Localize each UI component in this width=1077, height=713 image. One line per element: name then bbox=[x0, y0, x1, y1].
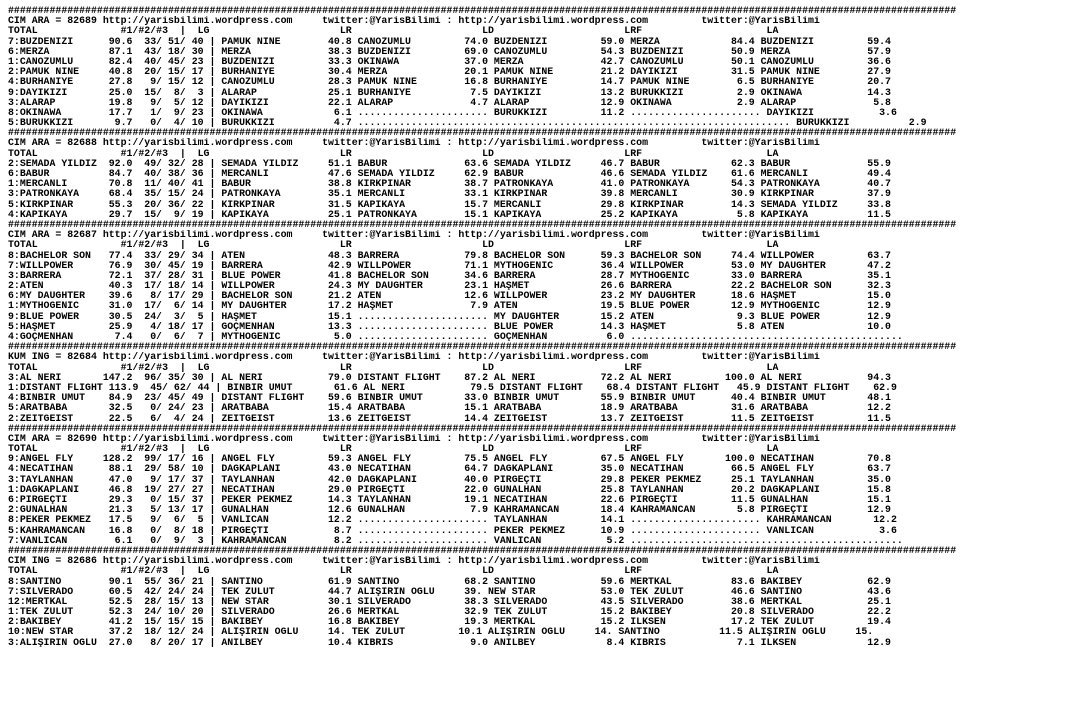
result-row: 5:KAHRAMANCAN 16.8 0/ 8/ 18 | PİRGEÇTİ 8.7 ...................... PEKER PEKMEZ 10.9 ...................... VANLICAN 3.6 bbox=[8, 525, 897, 536]
result-row: 9:DAYIKIZI 25.0 15/ 8/ 3 | ALARAP 25.1 BURHANİYE 7.5 DAYIKIZI 13.2 BURUKKIZI 2.9 OKİNAWA 14.3 bbox=[8, 87, 891, 98]
result-row: 3:TAYLANHAN 47.0 9/ 17/ 37 | TAYLANHAN 42.0 DAĞKAPLANI 40.0 PİRGEÇTİ 29.8 PEKER PEKMEZ 25.1 TAYLANHAN 35.0 bbox=[8, 474, 891, 485]
result-row: 2:ATEN 40.3 17/ 18/ 14 | WILLPOWER 24.3 MY DAUGHTER 23.1 HAŞMET 26.6 BARRERA 22.2 BACHELOR SON 32.3 bbox=[8, 281, 891, 292]
result-row: 4:BİNBİR UMUT 84.9 23/ 45/ 49 | DISTANT FLIGHT 59.6 BİNBİR UMUT 33.0 BİNBİR UMUT 55.9 BİNBİR UMUT 40.4 BİNBİR UMUT 48.1 bbox=[8, 393, 891, 404]
result-row: 5:ARATBABA 32.5 0/ 24/ 23 | ARATBABA 15.4 ARATBABA 15.1 ARATBABA 18.9 ARATBABA 31.6 ARATBABA 12.2 bbox=[8, 403, 891, 414]
race-header-line: CIM ARA = 82690 http://yarisbilimi.wordpress.com twitter:@YarisBilimi : http://yarisbilimi.wordpress.com twitter:@YarisBilimi bbox=[8, 433, 820, 444]
separator-line: ################################################################################################################################################################ bbox=[8, 128, 957, 139]
race-header-line: CIM ING = 82686 http://yarisbilimi.wordpress.com twitter:@YarisBilimi : http://yarisbilimi.wordpress.com twitter:@YarisBilimi bbox=[8, 556, 820, 567]
result-row: 3:AL NERİ 147.2 96/ 35/ 30 | AL NERİ 79.0 DISTANT FLIGHT 87.2 AL NERİ 72.2 AL NERİ 100.0 AL NERİ 94.3 bbox=[8, 372, 891, 383]
result-row: 7:VANLICAN 6.1 0/ 9/ 3 | KAHRAMANCAN 8.2 ...................... VANLICAN 5.2 .............................................. bbox=[8, 535, 903, 546]
separator-line: ################################################################################################################################################################ bbox=[8, 219, 957, 230]
result-row: 8:BACHELOR SON 77.4 33/ 29/ 34 | ATEN 48.3 BARRERA 79.8 BACHELOR SON 59.3 BACHELOR SON 74.4 WILLPOWER 63.7 bbox=[8, 250, 891, 261]
column-header-line: TOTAL #1/#2/#3 | LG LR LD LRF LA bbox=[8, 566, 779, 577]
race-header-line: CIM ARA = 82689 http://yarisbilimi.wordpress.com twitter:@YarisBilimi : http://yarisbilimi.wordpress.com twitter:@YarisBilimi bbox=[8, 16, 820, 27]
result-row: 3:ALİŞİRİN OĞLU 27.0 8/ 20/ 17 | ANILBEY 10.4 KIBRIS 9.0 ANILBEY 8.4 KIBRIS 7.1 İLKSEN 12.9 bbox=[8, 637, 891, 648]
result-row: 1:MERCANLI 70.8 11/ 40/ 41 | BABÜR 38.8 KIRKPINAR 38.7 PATRONKAYA 41.0 PATRONKAYA 54.3 PATRONKAYA 40.7 bbox=[8, 179, 891, 190]
result-row: 9:BLUE POWER 30.5 24/ 3/ 5 | HAŞMET 15.1 ...................... MY DAUGHTER 15.2 ATEN 9.3 BLUE POWER 12.9 bbox=[8, 311, 891, 322]
result-row: 1:CANÖZÜMLÜ 82.4 40/ 45/ 23 | BUZDENİZİ 33.3 OKİNAWA 37.0 MERZA 42.7 CANÖZÜMLÜ 50.1 CANÖZÜMLÜ 36.6 bbox=[8, 56, 891, 67]
column-header-line: TOTAL #1/#2/#3 | LG LR LD LRF LA bbox=[8, 240, 779, 251]
result-row: 5:BURUKKIZI 9.7 0/ 4/ 10 | BURUKKIZI 4.7 ......................................................................... BURUKKIZI 2.9 bbox=[8, 118, 927, 129]
result-row: 4:NECATİHAN 88.1 29/ 58/ 10 | DAĞKAPLANI 43.0 NECATİHAN 64.7 DAĞKAPLANI 35.0 NECATİHAN 66.5 ANGEL FLY 63.7 bbox=[8, 464, 891, 475]
column-header-line: TOTAL #1/#2/#3 | LG LR LD LRF LA bbox=[8, 148, 779, 159]
result-row: 6:BABÜR 84.7 40/ 38/ 36 | MERCANLI 47.6 SEMADA YILDIZ 62.9 BABÜR 46.6 SEMADA YILDIZ 61.6 MERCANLI 49.4 bbox=[8, 169, 891, 179]
result-row: 7:BUZDENİZİ 90.6 33/ 51/ 40 | PAMUK NİNE 40.8 CANÖZÜMLÜ 74.0 BUZDENİZİ 59.0 MERZA 84.4 BUZDENİZİ 59.4 bbox=[8, 36, 891, 47]
result-row: 6:MERZA 87.1 43/ 18/ 30 | MERZA 38.3 BUZDENİZİ 69.0 CANÖZÜMLÜ 54.3 BUZDENİZİ 50.9 MERZA 57.9 bbox=[8, 46, 891, 57]
result-row: 3:PATRONKAYA 68.4 35/ 15/ 24 | PATRONKAYA 35.1 MERCANLI 33.1 KIRKPINAR 39.8 MERCANLI 30.9 KIRKPINAR 37.9 bbox=[8, 189, 891, 200]
separator-line: ################################################################################################################################################################ bbox=[8, 6, 957, 16]
column-header-line: TOTAL #1/#2/#3 | LG LR LD LRF LA bbox=[8, 444, 779, 455]
result-row: 2:GÜNALHAN 21.3 5/ 13/ 17 | GÜNALHAN 12.6 GÜNALHAN 7.9 KAHRAMANCAN 18.4 KAHRAMANCAN 5.8 PİRGEÇTİ 12.9 bbox=[8, 505, 891, 516]
result-row: 7:WILLPOWER 76.9 30/ 45/ 19 | BARRERA 42.9 WILLPOWER 71.1 MYTHOGENIC 36.4 WILLPOWER 53.0 MY DAUGHTER 47.2 bbox=[8, 260, 891, 271]
result-row: 2:BAKİBEY 41.2 15/ 15/ 15 | BAKİBEY 16.8 BAKİBEY 19.3 MERTKAL 15.2 İLKSEN 17.2 TEK ZULUT 19.4 bbox=[8, 617, 891, 628]
race-header-line: KUM ING = 82684 http://yarisbilimi.wordpress.com twitter:@YarisBilimi : http://yarisbilimi.wordpress.com twitter:@YarisBilimi bbox=[8, 352, 820, 363]
result-row: 6:PİRGEÇTİ 29.3 0/ 15/ 37 | PEKER PEKMEZ 14.3 TAYLANHAN 19.1 NECATİHAN 22.6 PİRGEÇTİ 11.5 GÜNALHAN 15.1 bbox=[8, 495, 891, 505]
result-row: 8:PEKER PEKMEZ 17.5 9/ 6/ 5 | VANLICAN 12.2 ...................... TAYLANHAN 14.1 ...................... KAHRAMANCAN 12.2 bbox=[8, 515, 897, 526]
result-row: 12:MERTKAL 52.5 28/ 15/ 13 | NEW STAR 30.1 SILVERADO 38.3 SILVERADO 43.5 SILVERADO 38.6 MERTKAL 25.1 bbox=[8, 596, 891, 607]
result-row: 1:DAĞKAPLANI 46.8 19/ 27/ 27 | NECATİHAN 29.0 PİRGEÇTİ 22.0 GÜNALHAN 25.8 TAYLANHAN 20.2 DAĞKAPLANI 15.8 bbox=[8, 484, 891, 495]
result-row: 6:MY DAUGHTER 39.6 8/ 17/ 29 | BACHELOR SON 21.2 ATEN 12.6 WILLPOWER 23.2 MY DAUGHTER 18.6 HAŞMET 15.0 bbox=[8, 291, 891, 302]
separator-line: ################################################################################################################################################################ bbox=[8, 423, 957, 434]
result-row: 4:GÖÇMENHAN 7.4 0/ 6/ 7 | MYTHOGENIC 5.0 ...................... GÖÇMENHAN 6.0 .............................................. bbox=[8, 332, 903, 342]
result-row: 1:DISTANT FLIGHT 113.9 45/ 62/ 44 | BİNBİR UMUT 61.6 AL NERİ 79.5 DISTANT FLIGHT 68.4 DISTANT FLIGHT 45.9 DISTANT FLIGHT 62.9 bbox=[8, 382, 897, 393]
result-row: 10:NEW STAR 37.2 18/ 12/ 24 | ALİŞİRİN OĞLU 14. TEK ZULUT 10.1 ALİŞİRİN OĞLU 14. SANTINO 11.5 ALİŞİRİN OĞLU 15. bbox=[8, 627, 874, 638]
result-row: 1:MYTHOGENIC 31.0 17/ 6/ 14 | MY DAUGHTER 17.2 HAŞMET 7.9 ATEN 19.5 BLUE POWER 12.9 MYTHOGENIC 12.9 bbox=[8, 301, 891, 312]
result-row: 8:SANTINO 90.1 55/ 36/ 21 | SANTINO 61.9 SANTINO 68.2 SANTINO 59.6 MERTKAL 83.6 BAKİBEY 62.9 bbox=[8, 576, 891, 587]
result-row: 3:ALARAP 19.8 9/ 5/ 12 | DAYIKIZI 22.1 ALARAP 4.7 ALARAP 12.9 OKİNAWA 2.9 ALARAP 5.8 bbox=[8, 97, 891, 108]
race-header-line: CIM ARA = 82688 http://yarisbilimi.wordpress.com twitter:@YarisBilimi : http://yarisbilimi.wordpress.com twitter:@YarisBilimi bbox=[8, 138, 820, 149]
separator-line: ################################################################################################################################################################ bbox=[8, 342, 957, 353]
result-row: 5:KIRKPINAR 55.3 20/ 36/ 22 | KIRKPINAR 31.5 KAPIKAYA 15.7 MERCANLI 29.8 KIRKPINAR 14.3 SEMADA YILDIZ 33.8 bbox=[8, 199, 891, 210]
result-row: 7:SILVERADO 60.5 42/ 24/ 24 | TEK ZULUT 44.7 ALİŞİRİN OĞLU 39. NEW STAR 53.0 TEK ZULUT 46.6 SANTINO 43.6 bbox=[8, 586, 891, 597]
result-row: 1:TEK ZULUT 52.3 24/ 10/ 20 | SILVERADO 26.6 MERTKAL 32.9 TEK ZULUT 15.2 BAKİBEY 20.8 SILVERADO 22.2 bbox=[8, 607, 891, 618]
race-results-document bbox=[8, 6, 1074, 648]
result-row: 3:BARRERA 72.1 37/ 28/ 31 | BLUE POWER 41.8 BACHELOR SON 34.6 BARRERA 28.7 MYTHOGENIC 33.0 BARRERA 35.1 bbox=[8, 270, 891, 281]
result-row: 2:ZEITGEIST 22.5 6/ 4/ 24 | ZEITGEIST 13.6 ZEITGEIST 14.4 ZEITGEIST 13.7 ZEITGEIST 11.5 ZEITGEIST 11.5 bbox=[8, 413, 891, 424]
result-row: 9:ANGEL FLY 128.2 99/ 17/ 16 | ANGEL FLY 59.3 ANGEL FLY 75.5 ANGEL FLY 67.5 ANGEL FLY 100.0 NECATİHAN 70.8 bbox=[8, 454, 891, 465]
column-header-line: TOTAL #1/#2/#3 | LG LR LD LRF LA bbox=[8, 26, 779, 37]
result-row: 4:KAPIKAYA 29.7 15/ 9/ 19 | KAPIKAYA 25.1 PATRONKAYA 15.1 KAPIKAYA 25.2 KAPIKAYA 5.8 KAPIKAYA 11.5 bbox=[8, 209, 891, 220]
result-row: 8:OKİNAWA 17.7 1/ 9/ 23 | OKİNAWA 6.1 ...................... BURUKKIZI 11.2 ...................... DAYIKIZI 3.6 bbox=[8, 107, 897, 118]
separator-line: ################################################################################################################################################################ bbox=[8, 545, 957, 556]
result-row: 2:PAMUK NİNE 40.8 20/ 15/ 17 | BURHANİYE 30.4 MERZA 20.1 PAMUK NİNE 21.2 DAYIKIZI 31.5 PAMUK NİNE 27.9 bbox=[8, 67, 891, 78]
result-row: 5:HAŞMET 25.9 4/ 18/ 17 | GÖÇMENHAN 13.3 ...................... BLUE POWER 14.3 HAŞMET 5.8 ATEN 10.0 bbox=[8, 321, 891, 332]
result-row: 2:SEMADA YILDIZ 92.0 49/ 32/ 28 | SEMADA YILDIZ 51.1 BABÜR 63.6 SEMADA YILDIZ 46.7 BABÜR 62.3 BABÜR 55.9 bbox=[8, 158, 891, 169]
result-row: 4:BURHANİYE 27.8 9/ 15/ 12 | CANÖZÜMLÜ 28.3 PAMUK NİNE 16.8 BURHANİYE 14.7 PAMUK NİNE 6.5 BURHANİYE 20.7 bbox=[8, 77, 891, 88]
race-header-line: CIM ARA = 82687 http://yarisbilimi.wordpress.com twitter:@YarisBilimi : http://yarisbilimi.wordpress.com twitter:@YarisBilimi bbox=[8, 230, 820, 241]
column-header-line: TOTAL #1/#2/#3 | LG LR LD LRF LA bbox=[8, 362, 779, 373]
